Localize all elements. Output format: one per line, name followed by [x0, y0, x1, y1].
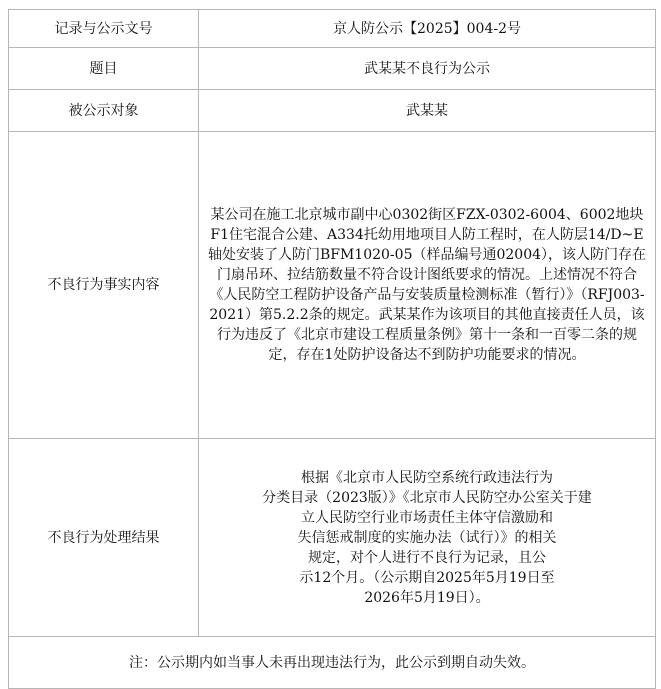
result-line: 规定，对个人进行不良行为记录，且公	[308, 549, 546, 566]
result-line: 立人民防空行业市场责任主体守信激励和	[301, 509, 553, 526]
facts-label: 不良行为事实内容	[9, 132, 199, 439]
record-number-value: 京人防公示【2025】004-2号	[199, 10, 656, 48]
result-text	[199, 439, 656, 637]
result-line: 分类目录（2023版）》《北京市人民防空办公室关于建	[262, 489, 592, 506]
result-row	[9, 439, 656, 637]
subject-value: 武某某	[199, 90, 656, 132]
result-label: 不良行为处理结果	[9, 439, 199, 637]
result-line: 失信惩戒制度的实施办法（试行）》的相关	[297, 529, 557, 546]
result-line: 2026年5月19日）。	[364, 589, 490, 606]
facts-text: 某公司在施工北京城市副中心0302街区FZX-0302-6004、6002地块F1住宅混合公建、A334托幼用地项目人防工程时，在人防层14/D~E轴处安装了人防门BFM1020-05（样品编号通02004），该人防门存在门扇吊环、拉结筋数量不符合设计图纸要求的情况。上述情况不符合《人民防空工程防护设备产品与安装质量检测标准（暂行）》（RFJ003-2021）第5.2.2条的规定。武某某作为该项目的其他直接责任人员，该行为违反了《北京市建设工程质量条例》第十一条和一百零二条的规定，存在1处防护设备达不到防护功能要求的情况。	[199, 132, 656, 439]
subject-label: 被公示对象	[9, 90, 199, 132]
title-value: 武某某不良行为公示	[199, 48, 656, 90]
result-line: 示12个月。（公示期自2025年5月19日至	[299, 569, 555, 586]
title-label: 题目	[9, 48, 199, 90]
record-table	[8, 9, 656, 689]
title-row	[9, 48, 656, 90]
facts-row	[9, 132, 656, 439]
note-row	[9, 637, 656, 689]
result-line: 根据《北京市人民防空系统行政违法行为	[301, 469, 553, 486]
record-number-label: 记录与公示文号	[9, 10, 199, 48]
note-text: 注：公示期内如当事人未再出现违法行为，此公示到期自动失效。	[9, 637, 656, 689]
subject-row	[9, 90, 656, 132]
record-number-row	[9, 10, 656, 48]
